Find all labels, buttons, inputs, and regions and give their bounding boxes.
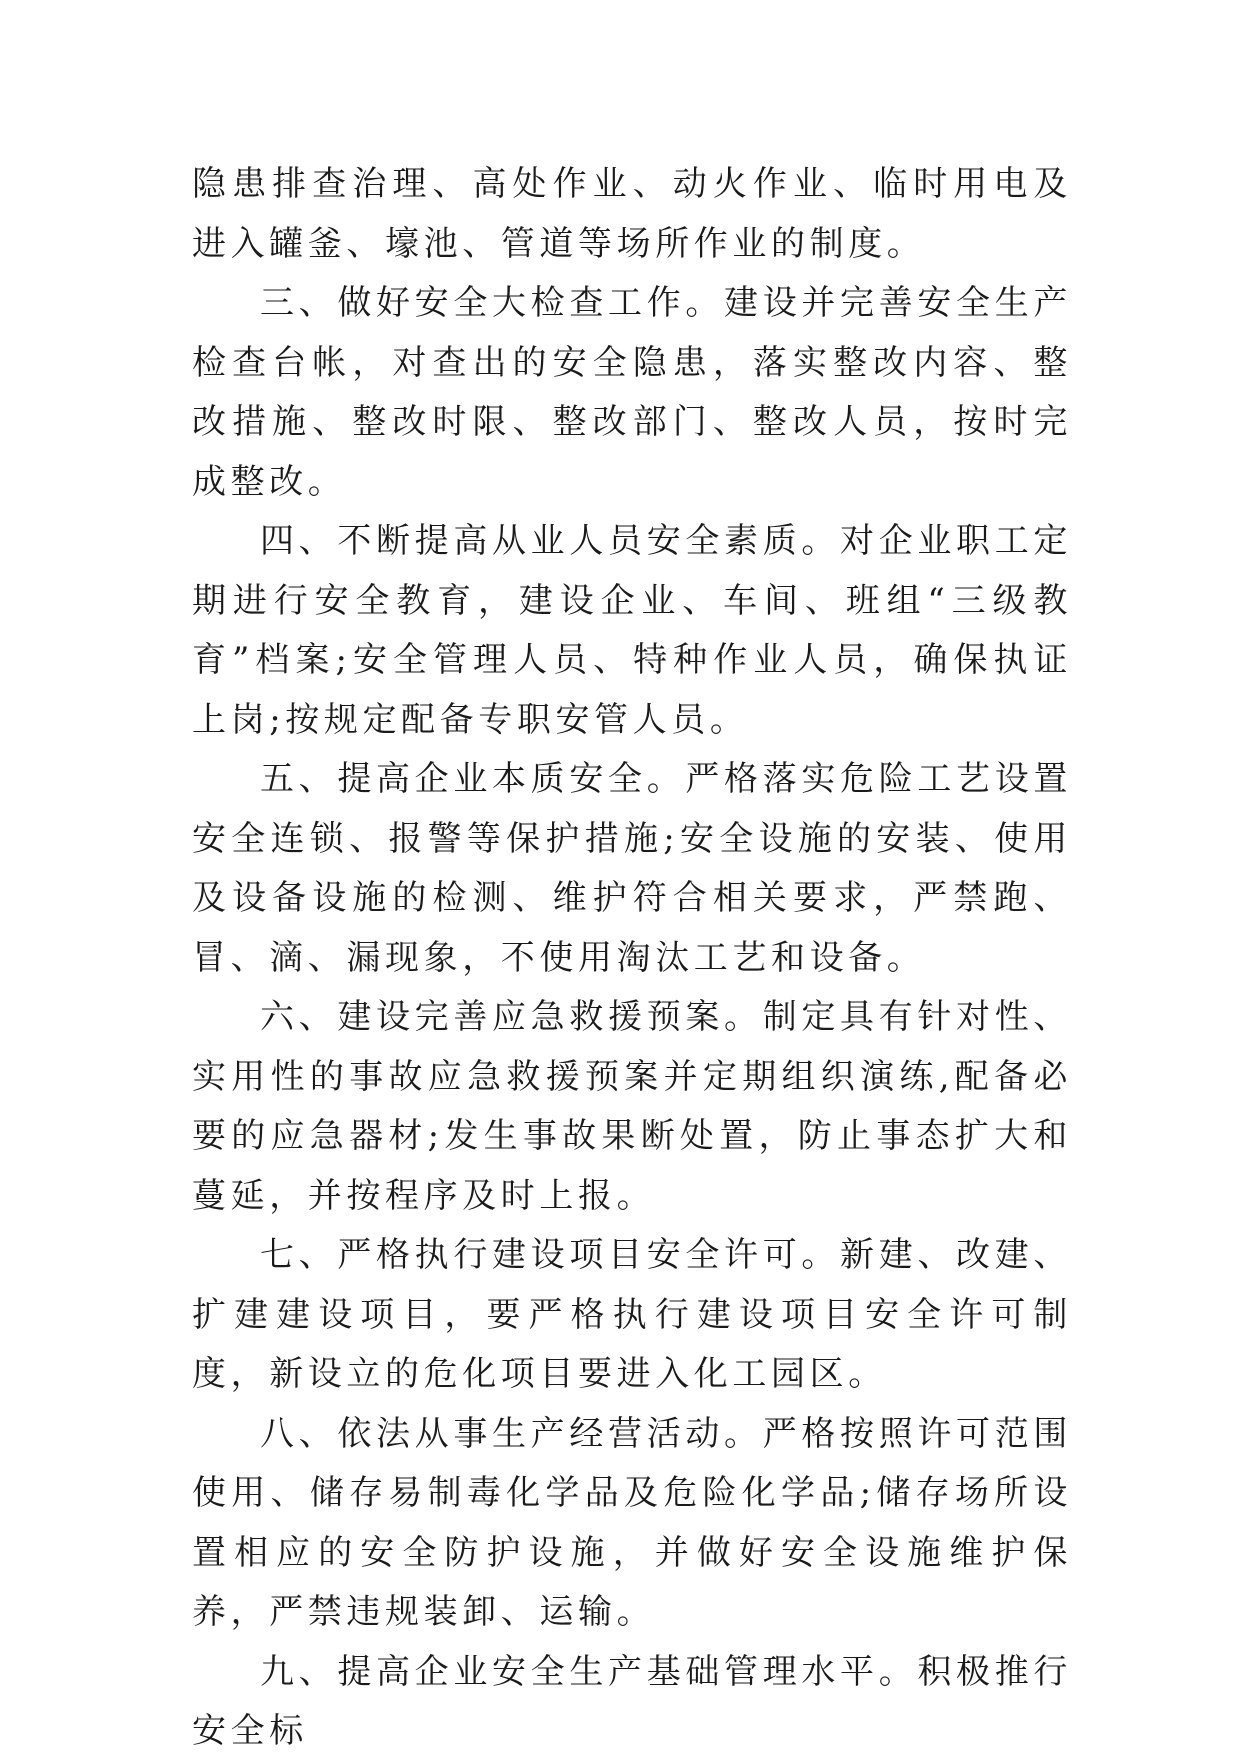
paragraph-continued: 隐患排查治理、高处作业、动火作业、临时用电及进入罐釜、壕池、管道等场所作业的制度。 [192,164,1072,264]
paragraph-item-4: 四、不断提高从业人员安全素质。对企业职工定期进行安全教育，建设企业、车间、班组“三级教育”档案;安全管理人员、特种作业人员，确保执证上岗;按规定配备专职安管人员。 [192,521,1072,740]
paragraph-item-8: 八、依法从事生产经营活动。严格按照许可范围使用、储存易制毒化学品及危险化学品;储存场所设置相应的安全防护设施，并做好安全设施维护保养，严禁违规装卸、运输。 [192,1413,1072,1632]
document-body [192,155,1072,1762]
paragraph-item-5: 五、提高企业本质安全。严格落实危险工艺设置安全连锁、报警等保护措施;安全设施的安装、使用及设备设施的检测、维护符合相关要求，严禁跑、冒、滴、漏现象，不使用淘汰工艺和设备。 [192,759,1072,978]
paragraph-item-3: 三、做好安全大检查工作。建设并完善安全生产检查台帐，对查出的安全隐患，落实整改内容、整改措施、整改时限、整改部门、整改人员，按时完成整改。 [192,283,1072,502]
paragraph-item-6: 六、建设完善应急救援预案。制定具有针对性、实用性的事故应急救援预案并定期组织演练,配备必要的应急器材;发生事故果断处置，防止事态扩大和蔓延，并按程序及时上报。 [192,997,1072,1216]
paragraph-item-7: 七、严格执行建设项目安全许可。新建、改建、扩建建设项目，要严格执行建设项目安全许可制度，新设立的危化项目要进入化工园区。 [192,1235,1072,1394]
paragraph-item-9: 九、提高企业安全生产基础管理水平。积极推行安全标 [192,1651,1072,1751]
